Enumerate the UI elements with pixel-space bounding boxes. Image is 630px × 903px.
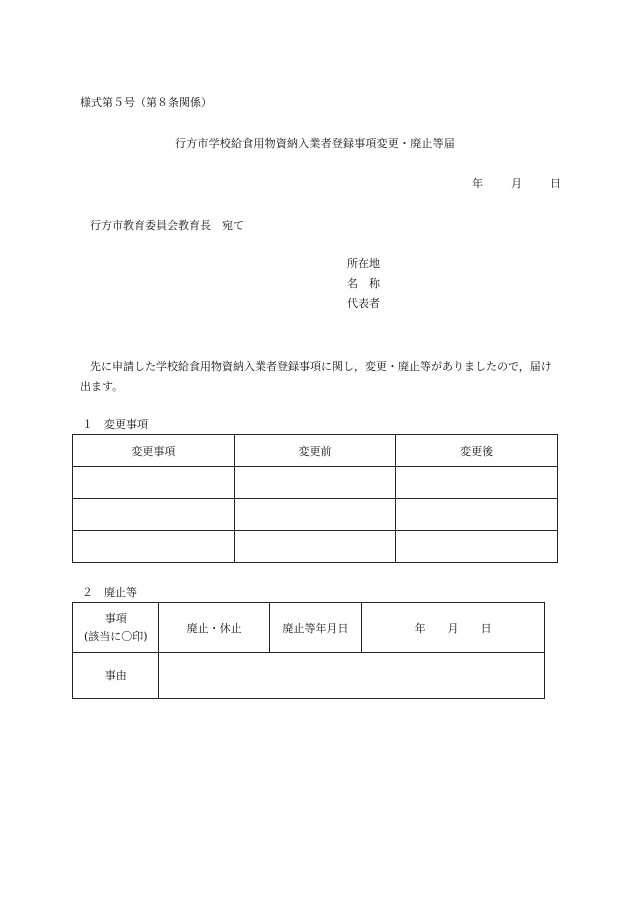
abolish-date-field[interactable] — [362, 603, 545, 653]
table-cell[interactable] — [73, 499, 235, 531]
section1-heading: １ 変更事項 — [82, 418, 148, 431]
sender-block — [347, 257, 380, 317]
column-header: 変更事項 — [73, 435, 235, 467]
table-cell[interactable] — [234, 467, 396, 499]
subject-note: (該当に〇印) — [83, 629, 148, 643]
date-month-label: 月 — [511, 177, 522, 190]
table-cell[interactable] — [73, 531, 235, 563]
table-cell[interactable] — [234, 531, 396, 563]
table-cell[interactable] — [396, 531, 558, 563]
abolish-date-year: 年 — [414, 621, 426, 635]
table-cell[interactable] — [396, 499, 558, 531]
change-table — [72, 434, 558, 563]
abolish-date-month: 月 — [447, 621, 459, 635]
body-text: 先に申請した学校給食用物資納入業者登録事項に関し，変更・廃止等がありましたので，届け出ます。 — [80, 360, 552, 393]
reason-label: 事由 — [73, 653, 159, 699]
subject-label-cell — [73, 603, 159, 653]
sender-address-label: 所在地 — [347, 257, 380, 270]
table-row — [73, 467, 558, 499]
date-year-label: 年 — [472, 177, 483, 190]
abolish-date-label: 廃止等年月日 — [269, 603, 361, 653]
reason-row — [73, 653, 545, 699]
sender-representative-label: 代表者 — [347, 297, 380, 310]
table-header-row — [73, 435, 558, 467]
addressee: 行方市教育委員会教育長 宛て — [90, 219, 244, 232]
subject-label: 事項 — [104, 611, 127, 625]
submission-date — [472, 177, 561, 191]
abolish-date-day: 日 — [480, 621, 492, 635]
sender-name-label: 名 称 — [347, 277, 380, 290]
section2-heading: ２ 廃止等 — [82, 586, 137, 599]
date-day-label: 日 — [550, 177, 561, 190]
form-number: 様式第５号（第８条関係） — [80, 96, 212, 109]
document-title: 行方市学校給食用物資納入業者登録事項変更・廃止等届 — [175, 137, 455, 150]
table-row — [73, 531, 558, 563]
column-header: 変更後 — [396, 435, 558, 467]
column-header: 変更前 — [234, 435, 396, 467]
abolish-table — [72, 602, 545, 699]
subject-row — [73, 603, 545, 653]
reason-field[interactable] — [159, 653, 545, 699]
table-cell[interactable] — [73, 467, 235, 499]
table-cell[interactable] — [396, 467, 558, 499]
abolish-type-options[interactable]: 廃止・休止 — [159, 603, 269, 653]
table-cell[interactable] — [234, 499, 396, 531]
table-row — [73, 499, 558, 531]
